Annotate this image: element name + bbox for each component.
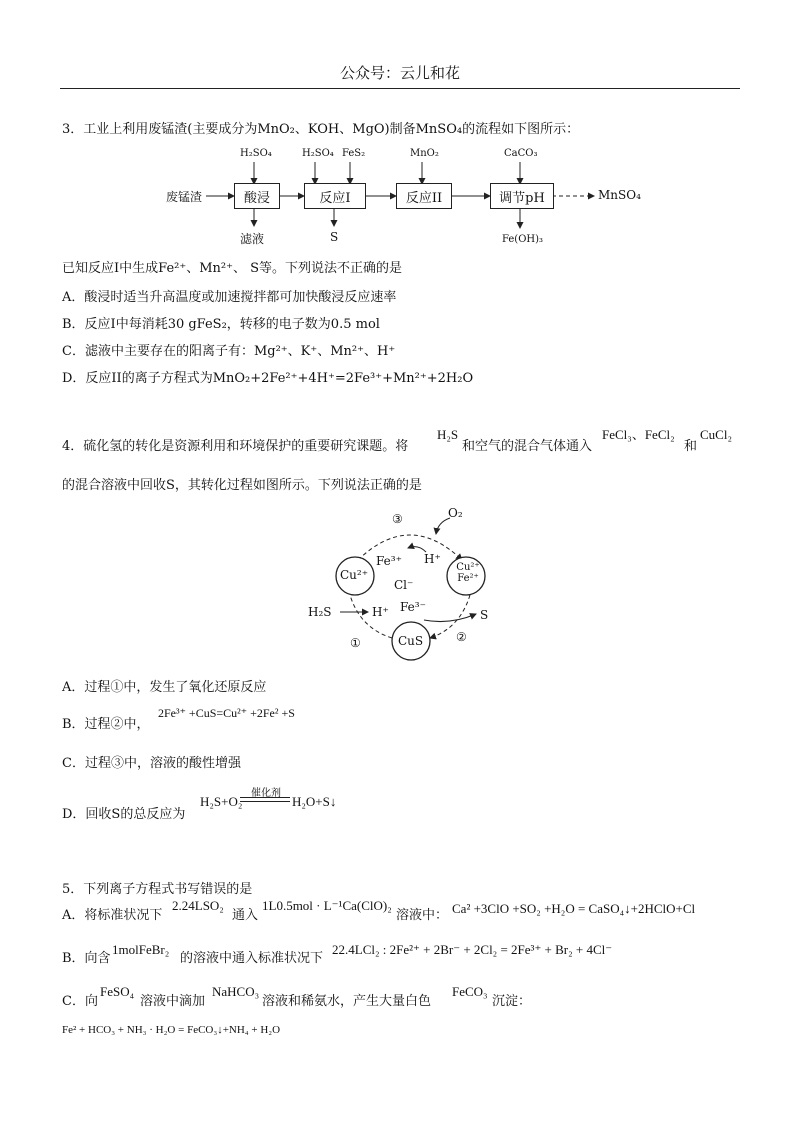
- q5-option-a-text-3: 溶液中：: [396, 908, 449, 923]
- header-divider: [60, 88, 740, 89]
- q5-option-c-equation: Fe² + HCO₃ + NH₃ · H₂O = FeCO₃↓+NH₄ + H₂O: [62, 1024, 281, 1036]
- q4-stem-c: 的混合溶液中回收S，其转化过程如图所示。下列说法正确的是: [62, 478, 422, 493]
- diagram-cl: Cl⁻: [394, 578, 414, 592]
- q3-given: 已知反应Ⅰ中生成Fe²⁺、Mn²⁺、 S等。下列说法不正确的是: [62, 261, 403, 276]
- q5-option-b-text-1: B．向含: [62, 951, 111, 966]
- q5-option-c-text-2: 溶液中滴加: [140, 994, 206, 1009]
- q4-formula-h2s: H₂S: [437, 427, 459, 442]
- q5-option-c-formula-1: FeSO₄: [100, 984, 135, 999]
- q4-formula-fecl: FeCl₃、FeCl₂: [602, 427, 675, 442]
- output-feoh3: Fe(OH)₃: [502, 234, 544, 245]
- q5-option-b-equation: 22.4LCl₂ : 2Fe²⁺ + 2Br⁻ + 2Cl₂ = 2Fe³⁺ + Br₂ + 4Cl⁻: [332, 942, 613, 957]
- reagent-mno2: MnO₂: [410, 148, 439, 159]
- flow-step-reaction-1: 反应I: [304, 183, 366, 209]
- q4-reaction-arrow: [240, 797, 290, 802]
- q5-option-a-text-1: A．将标准状况下: [62, 908, 163, 923]
- diagram-step-2: ②: [456, 630, 467, 644]
- q3-option-b: B．反应Ⅰ中每消耗30 gFeS₂，转移的电子数为0.5 mol: [62, 317, 380, 332]
- flow-input: 废锰渣: [166, 190, 203, 204]
- q3-option-c: C．滤液中主要存在的阳离子有：Mg²⁺、K⁺、Mn²⁺、H⁺: [62, 344, 396, 359]
- q5-option-b-formula-1: 1molFeBr₂: [112, 942, 170, 957]
- q5-option-c-text-1: C．向: [62, 994, 98, 1009]
- q5-option-c-text-3: 溶液和稀氨水，产生大量白色: [262, 994, 432, 1009]
- flow-step-adjust-ph: 调节pH: [490, 183, 554, 209]
- q3-option-a: A．酸浸时适当升高温度或加速搅拌都可加快酸浸反应速率: [62, 290, 397, 305]
- q4-option-c: C．过程③中，溶液的酸性增强: [62, 756, 241, 771]
- q5-stem: 5．下列离子方程式书写错误的是: [62, 882, 253, 897]
- flow-step-reaction-2: 反应II: [396, 183, 452, 209]
- output-filtrate: 滤液: [240, 232, 265, 246]
- circle-label-cu-fe-right: Cu²⁺ Fe²⁺: [456, 562, 480, 584]
- diagram-o2: O₂: [448, 506, 463, 520]
- flow-product: MnSO₄: [598, 188, 641, 202]
- q4-and: 和: [684, 439, 698, 454]
- q5-option-a-formula-2: 1L0.5mol · L⁻¹Ca(ClO)₂: [262, 898, 392, 913]
- q5-option-a-equation: Ca² +3ClO +SO₂ +H₂O = CaSO₄↓+2HClO+Cl: [452, 901, 696, 916]
- reagent-h2so4-1: H₂SO₄: [240, 148, 272, 159]
- diagram-step-3: ③: [392, 512, 403, 526]
- q5-option-a-formula-1: 2.24LSO₂: [172, 898, 224, 913]
- q5-option-c-text-4: 沉淀：: [492, 994, 532, 1009]
- q4-formula-cucl2: CuCl₂: [700, 427, 732, 442]
- q4-option-d-left: H₂S+O₂: [200, 794, 243, 809]
- q4-option-b-equation: 2Fe³⁺ +CuS=Cu²⁺ +2Fe² +S: [158, 706, 295, 720]
- diagram-h-top: H⁺: [424, 552, 441, 566]
- reagent-h2so4-2: H₂SO₄: [302, 148, 334, 159]
- q4-option-a: A．过程①中，发生了氧化还原反应: [62, 680, 267, 695]
- circle-label-cu-left: Cu²⁺: [340, 568, 369, 582]
- circle-label-cus: CuS: [398, 634, 424, 648]
- q4-catalyst-label: 催化剂: [251, 788, 281, 799]
- q3-stem: 3．工业上利用废锰渣(主要成分为MnO₂、KOH、MgO)制备MnSO₄的流程如下图所示：: [62, 122, 580, 137]
- q5-option-a-text-2: 通入: [232, 908, 259, 923]
- output-s: S: [330, 230, 339, 244]
- q4-option-d-right: H₂O+S↓: [292, 794, 337, 809]
- q5-option-c-formula-3: FeCO₃: [452, 984, 488, 999]
- q4-stem-a: 4．硫化氢的转化是资源利用和环境保护的重要研究课题。将: [62, 439, 409, 454]
- flow-step-acid-leach: 酸浸: [234, 183, 280, 209]
- diagram-h2s: H₂S: [308, 605, 332, 619]
- q3-option-d: D．反应II的离子方程式为MnO₂+2Fe²⁺+4H⁺=2Fe³⁺+Mn²⁺+2H₂O: [62, 371, 474, 386]
- reagent-fes2: FeS₂: [342, 148, 366, 159]
- diagram-fe3-top: Fe³⁺: [376, 554, 402, 568]
- q5-option-b-text-2: 的溶液中通入标准状况下: [180, 951, 324, 966]
- q4-stem-b: 和空气的混合气体通入: [462, 439, 593, 454]
- reagent-caco3: CaCO₃: [504, 148, 538, 159]
- diagram-fe3-bottom: Fe³⁻: [400, 600, 426, 614]
- q4-option-d: D．回收S的总反应为: [62, 807, 186, 822]
- diagram-s: S: [480, 608, 489, 622]
- page-header: 公众号：云儿和花: [339, 64, 460, 82]
- diagram-step-1: ①: [350, 636, 361, 650]
- diagram-h-left: H⁺: [372, 605, 389, 619]
- q5-option-c-formula-2: NaHCO₃: [212, 984, 260, 999]
- q4-option-b: B．过程②中，: [62, 717, 150, 732]
